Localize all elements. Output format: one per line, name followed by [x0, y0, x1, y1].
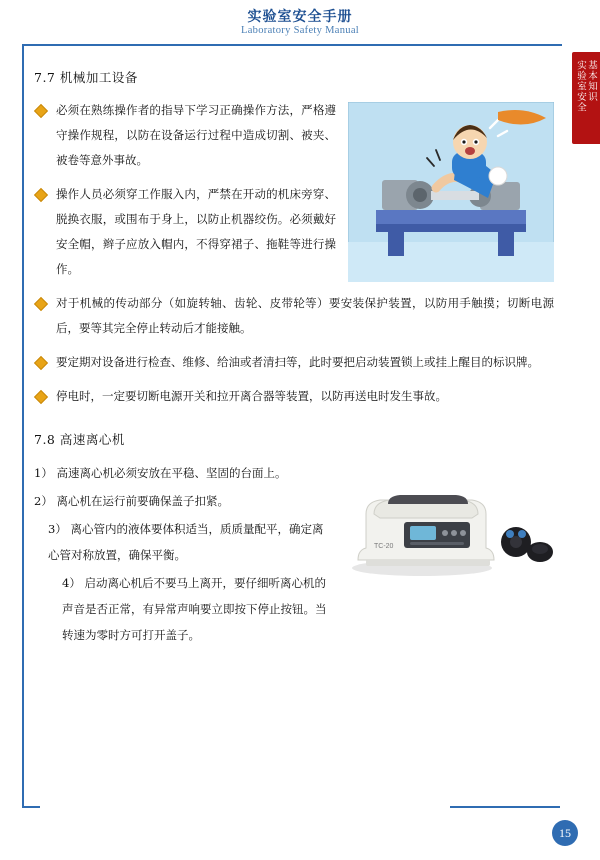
list-item [34, 384, 554, 409]
section-side-tab [572, 52, 600, 144]
list-item-text: 高速离心机必须安放在平稳、坚固的台面上。 [56, 466, 287, 480]
diamond-bullet-icon [34, 188, 48, 202]
list-item-number: 3） [48, 522, 67, 536]
centrifuge-photo [344, 464, 554, 594]
list-item-text: 必须在熟练操作者的指导下学习正确操作方法，严格遵守操作规程，以防在设备运行过程中造成切割、被夹、被卷等意外事故。 [56, 103, 336, 167]
list-item [34, 350, 554, 375]
side-tab-label-primary: 基本知识 [586, 60, 597, 102]
svg-text:TC-20: TC-20 [374, 543, 394, 550]
section-7-8-heading: 7.8 高速离心机 [34, 432, 125, 447]
section-7-7-bullet-list [34, 98, 554, 409]
list-item-text: 操作人员必须穿工作服入内，严禁在开动的机床旁穿、脱换衣服，或围布于身上，以防止机器绞伤。必须戴好安全帽，辫子应放入帽内，不得穿裙子、拖鞋等进行操作。 [56, 187, 336, 276]
page-content [34, 58, 554, 650]
list-item-text: 要定期对设备进行检查、维修、给油或者清扫等，此时要把启动装置锁上或挂上醒目的标识牌。 [56, 355, 539, 369]
header-title-english: Laboratory Safety Manual [241, 25, 359, 36]
diamond-bullet-icon [34, 356, 48, 370]
list-item-number: 2） [34, 494, 53, 508]
list-item-text: 停电时，一定要切断电源开关和拉开离合器等装置，以防再送电时发生事故。 [56, 389, 447, 403]
header-title-chinese: 实验室安全手册 [247, 9, 353, 25]
diamond-bullet-icon [34, 390, 48, 404]
list-item-text: 对于机械的传动部分（如旋转轴、齿轮、皮带轮等）要安装保护装置，以防用手触摸；切断电源后，要等其完全停止转动后才能接触。 [56, 296, 554, 335]
list-item [34, 98, 554, 173]
page-number-badge: 15 [552, 820, 578, 846]
list-item-number: 4） [62, 576, 81, 590]
bottom-left-rule [22, 806, 40, 808]
bottom-right-rule [450, 806, 560, 808]
section-7-7-heading: 7.7 机械加工设备 [34, 70, 138, 85]
list-item [34, 291, 554, 341]
list-item-number: 1） [34, 466, 53, 480]
diamond-bullet-icon [34, 104, 48, 118]
left-margin-rule [22, 46, 24, 806]
side-tab-label-secondary: 实验室安全 [575, 60, 586, 113]
diamond-bullet-icon [34, 297, 48, 311]
list-item-text: 离心管内的液体要体积适当，质质量配平，确定离心管对称放置，确保平衡。 [48, 522, 324, 562]
list-item-text: 启动离心机后不要马上离开，要仔细听离心机的声音是否正常，有异常声响要立即按下停止按钮。当转速为零时方可打开盖子。 [62, 576, 327, 642]
header-divider [22, 44, 562, 46]
list-item [34, 182, 554, 282]
list-item-text: 离心机在运行前要确保盖子扣紧。 [56, 494, 229, 508]
page-header [0, 0, 600, 46]
